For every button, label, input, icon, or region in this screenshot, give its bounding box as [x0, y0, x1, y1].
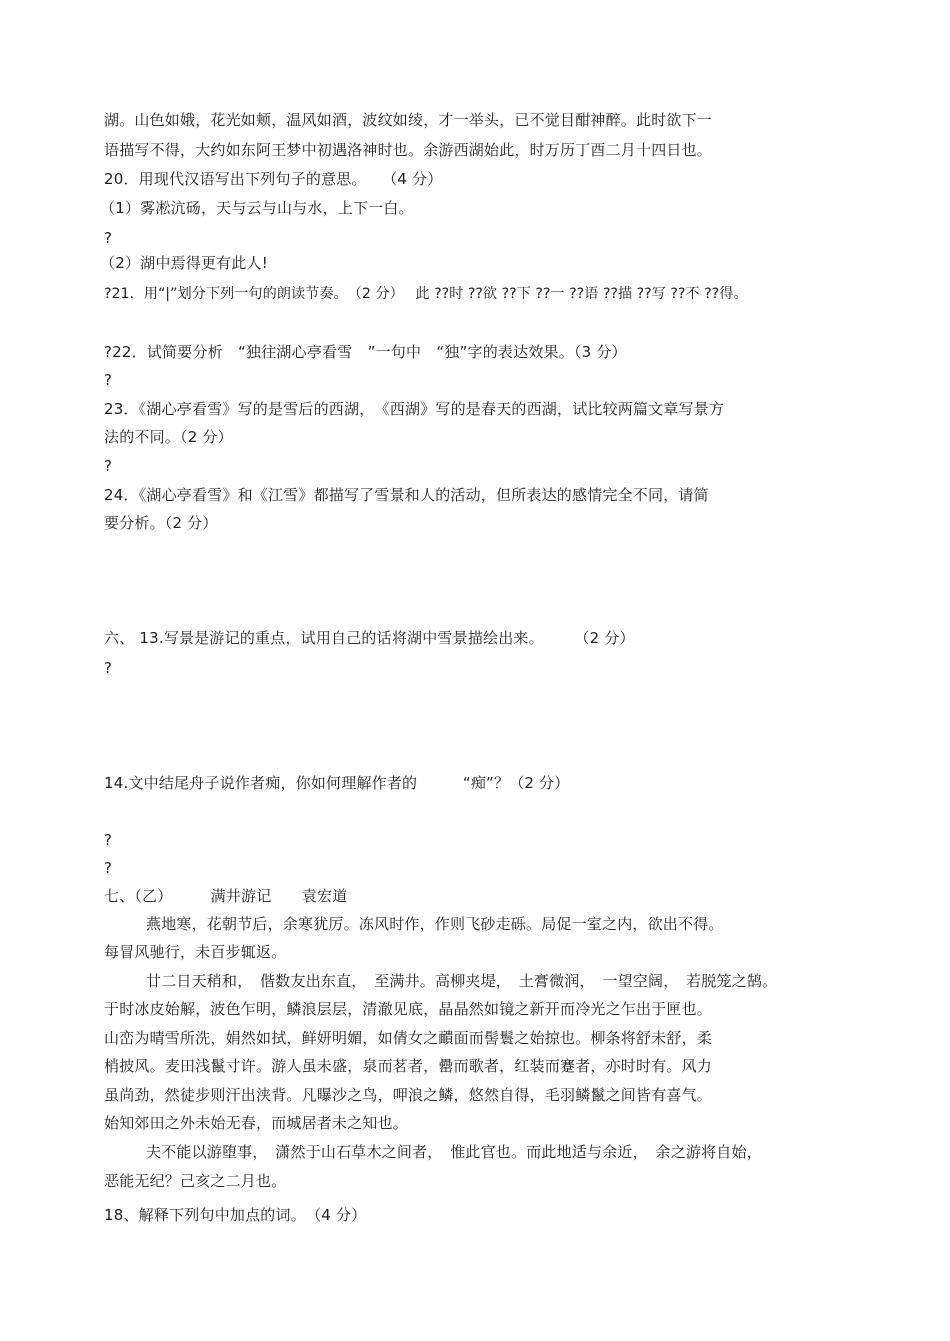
- passage-line: 燕地寒，花朝节后，余寒犹厉。冻风时作，作则飞砂走砾。局促一室之内，欲出不得。: [146, 915, 724, 933]
- answer-placeholder: ?: [104, 659, 113, 677]
- passage-line: 虽尚劲，然徒步则汗出浃背。凡曝沙之鸟，呷浪之鳞，悠然自得，毛羽鳞鬣之间皆有喜气。: [104, 1086, 713, 1104]
- question-20-item-1: （1）雾凇沆砀，天与云与山与水，上下一白。: [100, 199, 414, 217]
- passage-line: 每冒风驰行，未百步辄返。: [104, 943, 287, 961]
- text-line: 湖。山色如娥，花光如颊，温风如酒，波纹如绫，才一举头，已不觉目酣神醉。此时欲下一: [104, 111, 713, 129]
- answer-placeholder: ?: [104, 457, 113, 475]
- passage-line: 梢披风。麦田浅鬣寸许。游人虽未盛，泉而茗者，罍而歌者，红装而蹇者，亦时时有。风力: [104, 1057, 713, 1075]
- passage-line: 始知郊田之外未始无春，而城居者未之知也。: [104, 1114, 409, 1132]
- text-line: 要分析。（2 分）: [104, 514, 218, 532]
- answer-placeholder: ?: [104, 229, 113, 247]
- text-line: 法的不同。（2 分）: [104, 428, 233, 446]
- passage-line: 恶能无纪？己亥之二月也。: [104, 1172, 287, 1190]
- question-18: 18、解释下列句中加点的词。 （4 分）: [104, 1206, 367, 1224]
- section-7-heading: 七、（乙） 满井游记 袁宏道: [104, 887, 348, 905]
- question-22: ?22．试简要分析 “独往湖心亭看雪 ”一句中 “独”字的表达效果。（3 分）: [104, 343, 627, 361]
- answer-placeholder: ?: [104, 371, 113, 389]
- text-line: 语描写不得，大约如东阿王梦中初遇洛神时也。余游西湖始此，时万历丁酉二月十四日也。: [104, 141, 713, 159]
- question-14: 14.文中结尾舟子说作者痴，你如何理解作者的 “痴”？（2 分）: [104, 774, 570, 792]
- question-21: ?21．用“|”划分下列一句的朗读节奏。 （2 分） 此 ??时 ??欲 ??下 ??一 ??语 ??描 ??写 ??不 ??得。: [104, 286, 748, 302]
- question-20: 20．用现代汉语写出下列句子的意思。 （4 分）: [104, 170, 443, 188]
- passage-line: 廿二日天稍和， 偕数友出东直， 至满井。高柳夹堤， 土膏微润， 一望空阔， 若脱笼之鹄。: [146, 972, 778, 990]
- answer-placeholder: ?: [104, 859, 113, 877]
- question-24: 24．《湖心亭看雪》和《江雪》都描写了雪景和人的活动，但所表达的感情完全不同，请简: [104, 486, 709, 504]
- section-6-question-13: 六、 13.写景是游记的重点，试用自己的话将湖中雪景描绘出来。 （2 分）: [104, 629, 635, 647]
- passage-line: 于时冰皮始解，波色乍明，鳞浪层层，清澈见底，晶晶然如镜之新开而冷光之乍出于匣也。: [104, 1000, 713, 1018]
- question-23: 23．《湖心亭看雪》写的是雪后的西湖， 《西湖》写的是春天的西湖，试比较两篇文章写景方: [104, 400, 725, 418]
- question-20-item-2: （2）湖中焉得更有此人!: [100, 254, 268, 272]
- passage-line: 山峦为晴雪所洗，娟然如拭，鲜妍明媚，如倩女之靧面而髻鬟之始掠也。柳条将舒未舒，柔: [104, 1029, 713, 1047]
- passage-line: 夫不能以游堕事， 潇然于山石草木之间者， 惟此官也。而此地适与余近， 余之游将自始，: [146, 1143, 762, 1161]
- answer-placeholder: ?: [104, 831, 113, 849]
